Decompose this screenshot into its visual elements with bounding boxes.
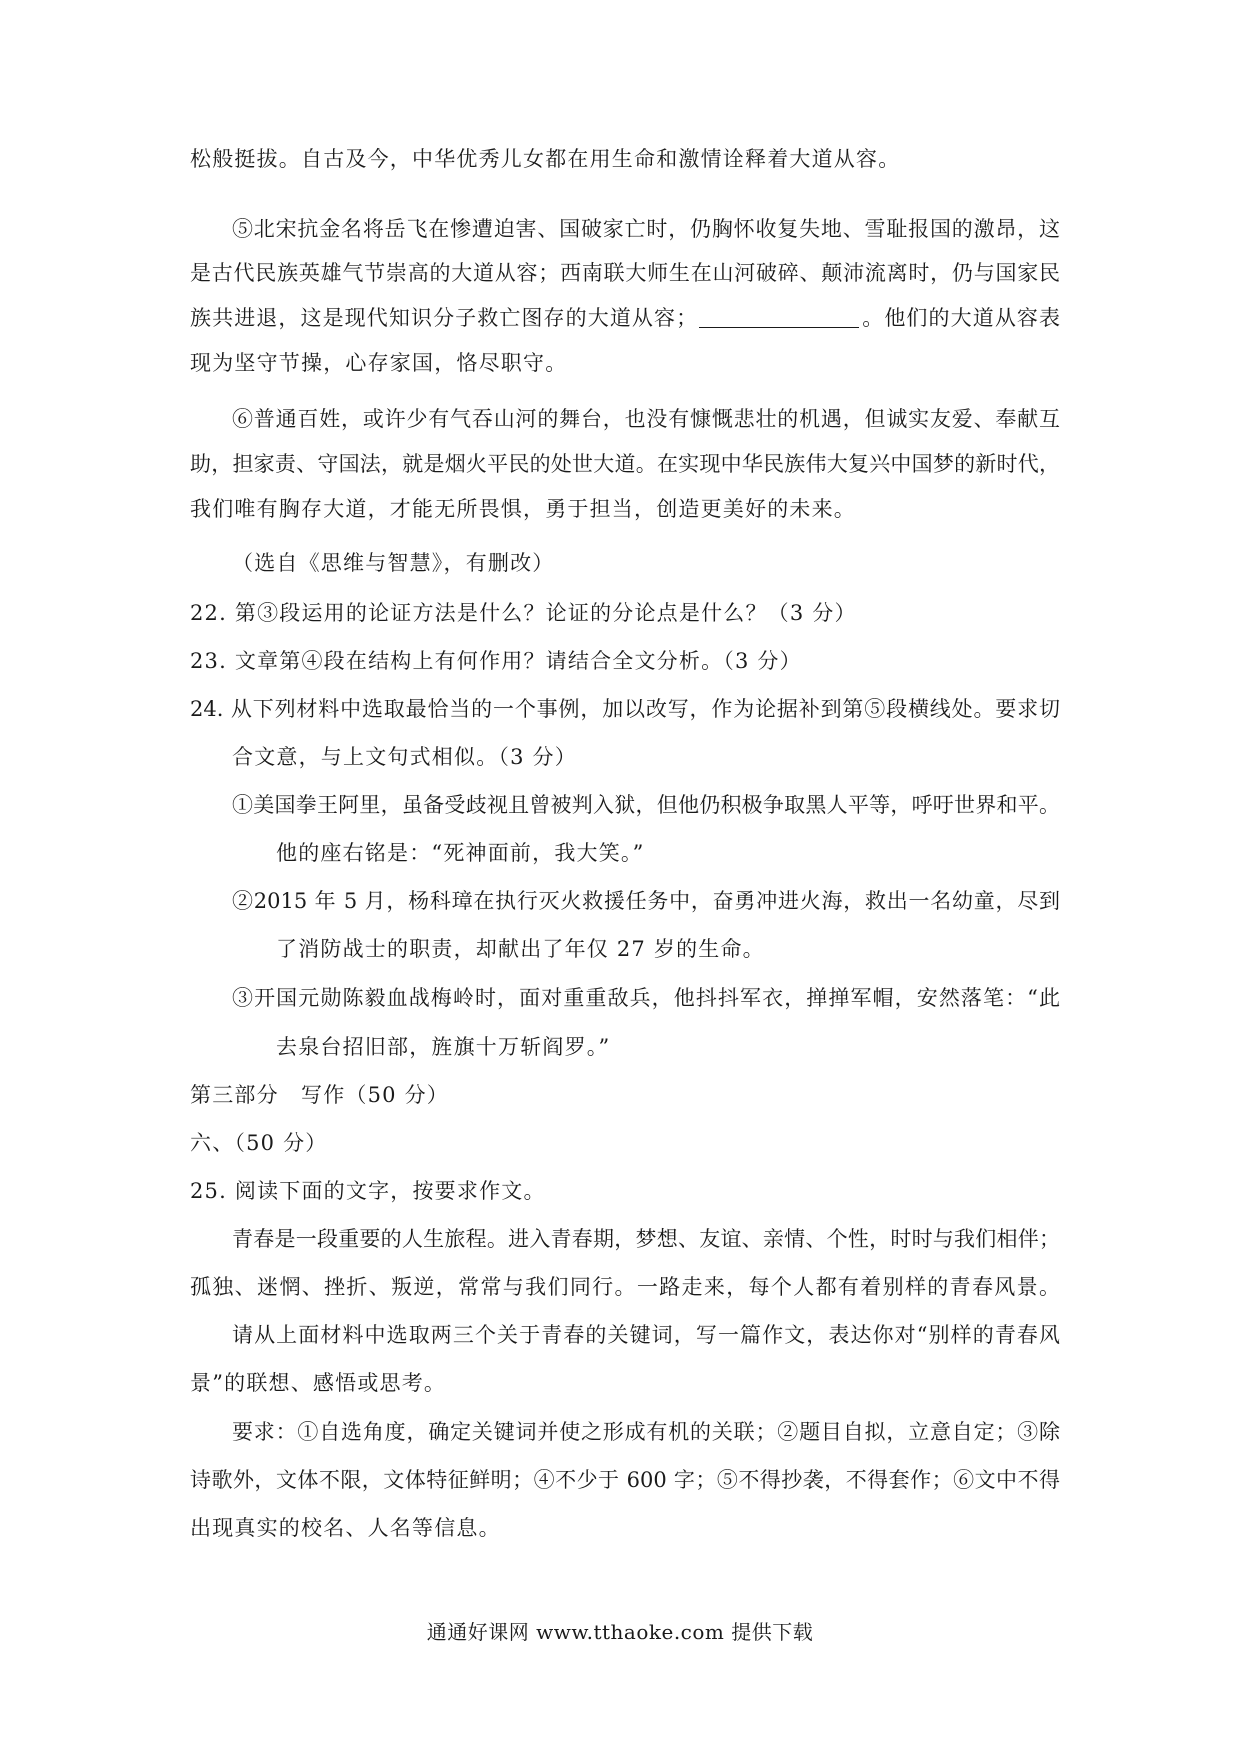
prompt-line-1: 请从上面材料中选取两三个关于青春的关键词，写一篇作文，表达你对“别样的青春风 xyxy=(232,1323,1060,1347)
prompt-line-2: 景”的联想、感悟或思考。 xyxy=(190,1371,447,1395)
question-24-line-1: 24. 从下列材料中选取最恰当的一个事例，加以改写，作为论据补到第⑤段横线处。要求切 xyxy=(190,697,1060,721)
material-line-2: 孤独、迷惘、挫折、叛逆，常常与我们同行。一路走来，每个人都有着别样的青春风景。 xyxy=(190,1275,1060,1299)
paragraph-5-text-a: 族共进退，这是现代知识分子救亡图存的大道从容； xyxy=(190,306,698,330)
option-1-line-1: ①美国拳王阿里，虽备受歧视且曾被判入狱，但他仍积极争取黑人平等，呼吁世界和平。 xyxy=(232,793,1060,817)
paragraph-6-line-1: ⑥普通百姓，或许少有气吞山河的舞台，也没有慷慨悲壮的机遇，但诚实友爱、奉献互 xyxy=(232,407,1060,431)
paragraph-5-line-3 xyxy=(190,303,1060,333)
paragraph-5-line-1: ⑤北宋抗金名将岳飞在惨遭迫害、国破家亡时，仍胸怀收复失地、雪耻报国的激昂，这 xyxy=(232,217,1060,241)
section-6-heading: 六、（50 分） xyxy=(190,1131,328,1155)
page-footer: 通通好课网 www.tthaoke.com 提供下载 xyxy=(426,1620,814,1644)
option-2-line-1: ②2015 年 5 月，杨科璋在执行灭火救援任务中，奋勇冲进火海，救出一名幼童，尽到 xyxy=(232,889,1060,913)
requirements-line-3: 出现真实的校名、人名等信息。 xyxy=(190,1516,501,1540)
option-2-line-2: 了消防战士的职责，却献出了年仅 27 岁的生命。 xyxy=(276,937,765,961)
paragraph-5-line-4: 现为坚守节操，心存家国，恪尽职守。 xyxy=(190,351,568,375)
paragraph-5-text-b: 。他们的大道从容表 xyxy=(861,306,1061,330)
option-3-line-1: ③开国元勋陈毅血战梅岭时，面对重重敌兵，他抖抖军衣，掸掸军帽，安然落笔：“此 xyxy=(232,986,1060,1010)
requirements-line-1: 要求：①自选角度，确定关键词并使之形成有机的关联；②题目自拟，立意自定；③除 xyxy=(232,1420,1060,1444)
paragraph-5-line-2: 是古代民族英雄气节崇高的大道从容；西南联大师生在山河破碎、颠沛流离时，仍与国家民 xyxy=(190,261,1060,285)
question-23: 23. 文章第④段在结构上有何作用？请结合全文分析。（3 分） xyxy=(190,649,802,673)
material-line-1: 青春是一段重要的人生旅程。进入青春期，梦想、友谊、亲情、个性，时时与我们相伴； xyxy=(232,1227,1060,1251)
option-1-line-2: 他的座右铭是：“死神面前，我大笑。” xyxy=(276,841,645,865)
question-25: 25. 阅读下面的文字，按要求作文。 xyxy=(190,1179,546,1203)
question-22: 22. 第③段运用的论证方法是什么？论证的分论点是什么？（3 分） xyxy=(190,601,857,625)
paragraph-6-line-3: 我们唯有胸存大道，才能无所畏惧，勇于担当，创造更美好的未来。 xyxy=(190,497,856,521)
paragraph-6-line-2: 助，担家责、守国法，就是烟火平民的处世大道。在实现中华民族伟大复兴中国梦的新时代， xyxy=(190,452,1060,476)
source-note: （选自《思维与智慧》，有删改） xyxy=(232,551,555,575)
fill-in-blank xyxy=(699,307,859,328)
option-3-line-2: 去泉台招旧部，旌旗十万斩阎罗。” xyxy=(276,1035,611,1059)
question-24-line-2: 合文意，与上文句式相似。（3 分） xyxy=(232,745,577,769)
section-3-heading: 第三部分 写作（50 分） xyxy=(190,1083,449,1107)
document-page xyxy=(190,0,1060,1754)
requirements-line-2: 诗歌外，文体不限，文体特征鲜明；④不少于 600 字；⑤不得抄袭，不得套作；⑥文中不得 xyxy=(190,1468,1060,1492)
paragraph-4-end: 松般挺拔。自古及今，中华优秀儿女都在用生命和激情诠释着大道从容。 xyxy=(190,147,901,171)
